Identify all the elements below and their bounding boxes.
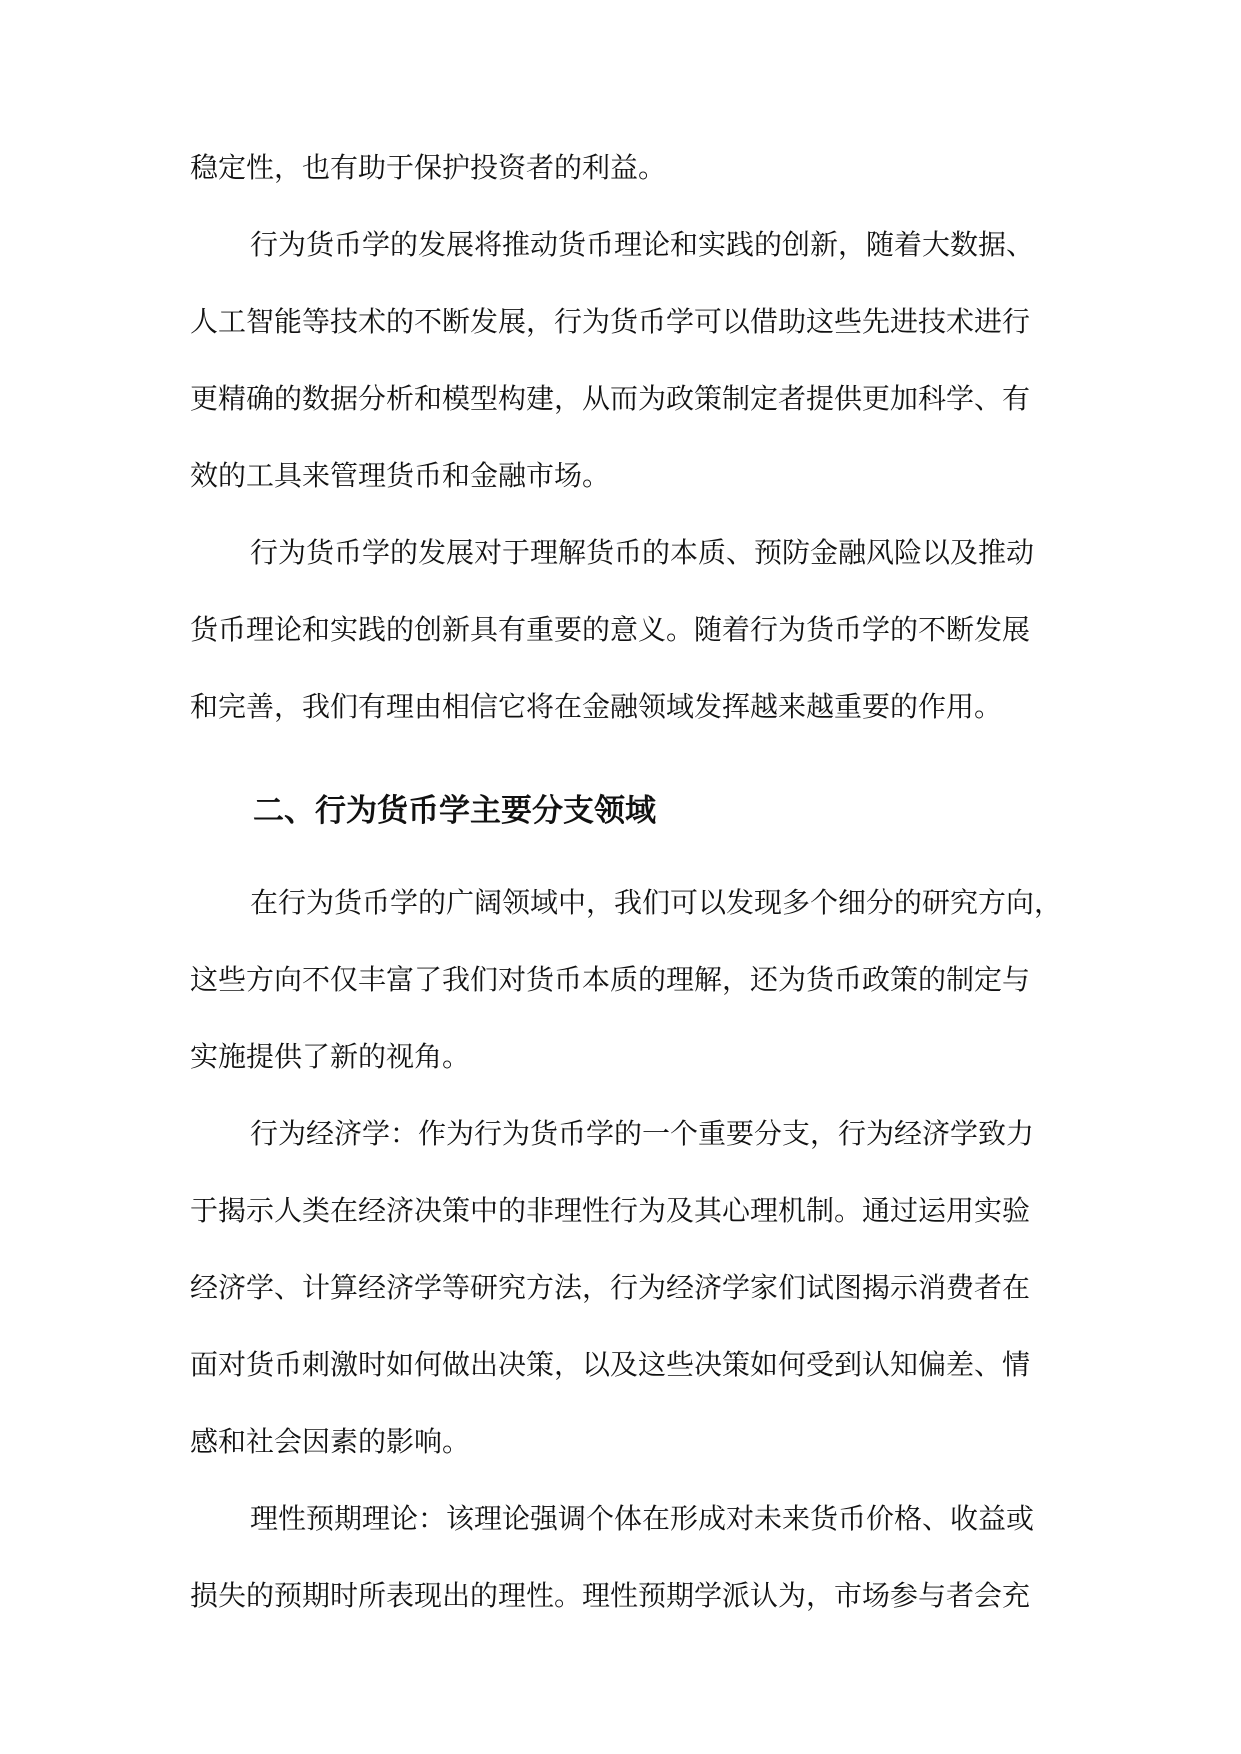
paragraph-first-line: 行为货币学的发展对于理解货币的本质、预防金融风险以及推动: [250, 536, 1035, 569]
body-line: 和完善，我们有理由相信它将在金融领域发挥越来越重要的作用。: [190, 690, 1003, 723]
body-line: 稳定性，也有助于保护投资者的利益。: [190, 151, 667, 184]
paragraph-first-line: 行为货币学的发展将推动货币理论和实践的创新，随着大数据、: [250, 228, 1035, 261]
body-line: 人工智能等技术的不断发展，行为货币学可以借助这些先进技术进行: [190, 305, 1031, 338]
section-heading: 二、行为货币学主要分支领域: [253, 793, 656, 829]
paragraph-first-line: 在行为货币学的广阔领域中，我们可以发现多个细分的研究方向，: [250, 886, 1063, 919]
body-line: 更精确的数据分析和模型构建，从而为政策制定者提供更加科学、有: [190, 382, 1031, 415]
paragraph-first-line: 行为经济学：作为行为货币学的一个重要分支，行为经济学致力: [250, 1117, 1035, 1150]
body-line: 效的工具来管理货币和金融市场。: [190, 459, 611, 492]
body-line: 经济学、计算经济学等研究方法，行为经济学家们试图揭示消费者在: [190, 1271, 1031, 1304]
body-line: 损失的预期时所表现出的理性。理性预期学派认为，市场参与者会充: [190, 1579, 1031, 1612]
paragraph-first-line: 理性预期理论：该理论强调个体在形成对未来货币价格、收益或: [250, 1502, 1035, 1535]
body-line: 这些方向不仅丰富了我们对货币本质的理解，还为货币政策的制定与: [190, 963, 1031, 996]
body-line: 感和社会因素的影响。: [190, 1425, 471, 1458]
body-line: 货币理论和实践的创新具有重要的意义。随着行为货币学的不断发展: [190, 613, 1031, 646]
body-line: 于揭示人类在经济决策中的非理性行为及其心理机制。通过运用实验: [190, 1194, 1031, 1227]
body-line: 面对货币刺激时如何做出决策，以及这些决策如何受到认知偏差、情: [190, 1348, 1031, 1381]
body-line: 实施提供了新的视角。: [190, 1040, 471, 1073]
